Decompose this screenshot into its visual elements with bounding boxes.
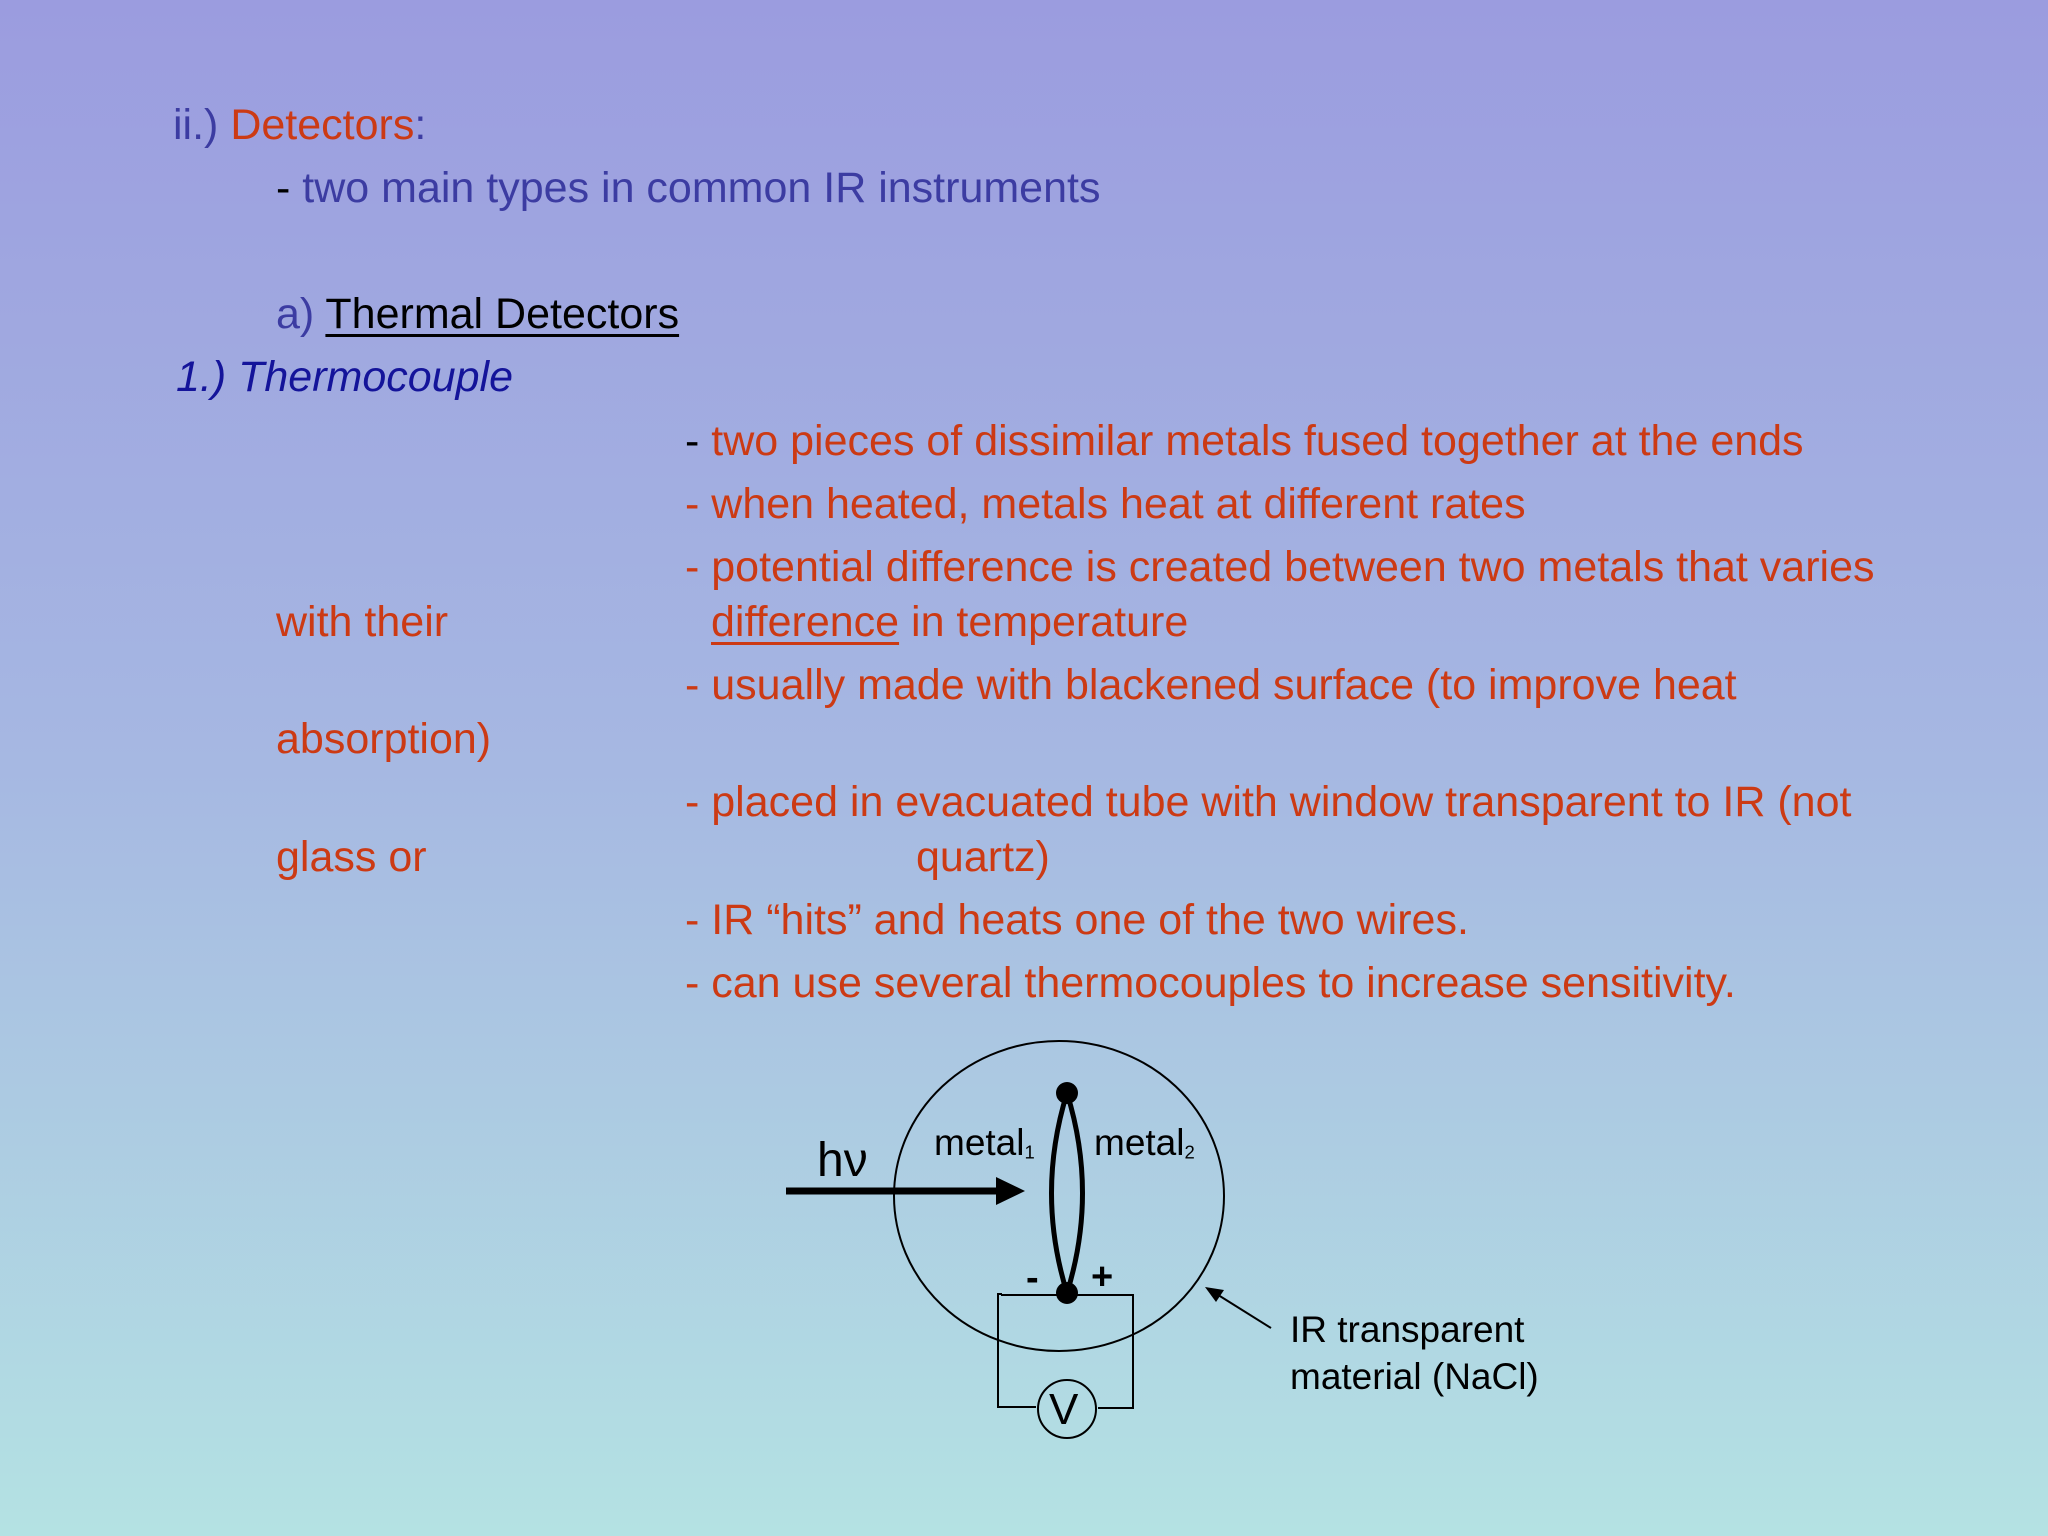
bullet-7: - can use several thermocouples to increase sensitivity. [685, 959, 1736, 1007]
metal-2-subscript: 2 [1184, 1141, 1195, 1163]
subsection-title: 1.) Thermocouple [176, 353, 513, 401]
bullet-4-line1: - usually made with blackened surface (to improve heat [685, 661, 1737, 709]
bullet-5-wrap: glass or [276, 833, 427, 881]
bullet-3-rest: in temperature [899, 598, 1189, 646]
window-label-line-2: material (NaCl) [1290, 1356, 1539, 1397]
bullet-5-line1: - placed in evacuated tube with window transparent to IR (not [685, 778, 1852, 826]
bullet-2: - when heated, metals heat at different rates [685, 480, 1526, 528]
photon-label: hν [817, 1134, 868, 1187]
metal-2-label [1094, 1124, 1195, 1162]
heading-colon: : [414, 101, 427, 149]
intro-text: two main types in common IR instruments [302, 164, 1101, 212]
bullet-6: - IR “hits” and heats one of the two wires. [685, 896, 1469, 944]
metal-1-wire [1052, 1093, 1068, 1293]
bullet-3-wrap: with their [276, 598, 449, 646]
metal-1-subscript: 1 [1024, 1141, 1035, 1163]
intro-dash: - [276, 164, 303, 212]
metal-2-wire [1067, 1093, 1083, 1293]
section-a-prefix: a) [276, 290, 326, 338]
bullet-3-underlined: difference [711, 598, 900, 646]
bullet-1-text: two pieces of dissimilar metals fused together at the ends [711, 417, 1804, 465]
plus-terminal-label: + [1091, 1256, 1114, 1298]
metal-2-text: metal [1094, 1122, 1185, 1163]
voltmeter-label: V [1049, 1385, 1079, 1434]
heading-title: Detectors [230, 101, 415, 149]
window-label-line-1: IR transparent [1290, 1309, 1525, 1350]
metal-1-text: metal [934, 1122, 1025, 1163]
bullet-1-dash: - [685, 417, 712, 465]
minus-terminal-label: - [1026, 1257, 1039, 1299]
section-a-title: Thermal Detectors [325, 290, 680, 338]
bottom-junction [1056, 1282, 1078, 1304]
bullet-4-wrap: absorption) [276, 715, 492, 763]
window-pointer-line [1215, 1293, 1271, 1328]
top-junction [1056, 1082, 1078, 1104]
circuit-wire-left [998, 1294, 1036, 1407]
bullet-3-line1: - potential difference is created between two metals that varies [685, 543, 1875, 591]
window-pointer-head [1205, 1287, 1224, 1302]
bullet-5-rest: quartz) [916, 833, 1050, 881]
metal-1-label [934, 1124, 1035, 1162]
photon-arrow-head [996, 1177, 1025, 1205]
heading-prefix: ii.) [173, 101, 231, 149]
